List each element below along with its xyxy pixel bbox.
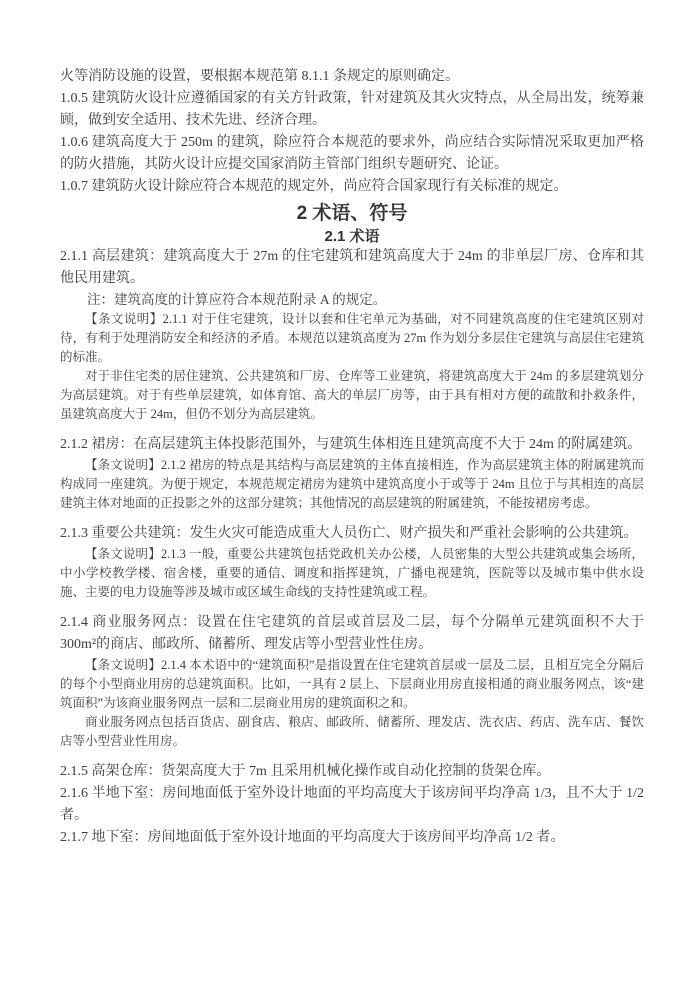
commentary-2-1-3: 【条文说明】2.1.3 一般，重要公共建筑包括党政机关办公楼，人员密集的大型公共建筑或集会场所，中小学校教学楼、宿舍楼，重要的通信、调度和指挥建筑，广播电视建筑，医院等以及城市集中供水设施、主要的电力设施等涉及城市或区域生命线的支持性建筑或工程。 <box>60 547 644 599</box>
commentary-2-1-4-part-2: 商业服务网点包括百货店、副食店、粮店、邮政所、储蓄所、理发店、洗衣店、药店、洗车店、餐饮店等小型营业性用房。 <box>60 715 644 748</box>
paragraph-1-0-5: 1.0.5 建筑防火设计应遵循国家的有关方针政策，针对建筑及其火灾特点，从全局出发，统筹兼顾，做到安全适用、技术先进、经济合理。 <box>60 91 644 128</box>
term-2-1-2-podium: 2.1.2 裙房：在高层建筑主体投影范围外，与建筑生体相连且建筑高度不大于 24m 的附属建筑。 <box>60 437 642 452</box>
term-2-1-3-important-public-building: 2.1.3 重要公共建筑：发生火灾可能造成重大人员伤亡、财产损失和严重社会影响的公共建筑。 <box>60 526 638 541</box>
term-2-1-4-commercial-service-outlet: 2.1.4 商业服务网点：设置在住宅建筑的首层或首层及二层，每个分隔单元建筑面积不大于 300m²的商店、邮政所、储蓄所、理发店等小型营业性住房。 <box>60 615 644 652</box>
subsection-heading-terms: 2.1 术语 <box>324 228 380 245</box>
commentary-2-1-2: 【条文说明】2.1.2 裙房的特点是其结构与高层建筑的主体直接相连，作为高层建筑主体的附属建筑而构成同一座建筑。为便于规定，本规范规定裙房为建筑中建筑高度小于或等于 24m 且位于与其相连的高层建筑主体对地面的正投影之外的这部分建筑；其他情况的高层建筑的附属建筑，不能按裙房考虑。 <box>60 458 644 510</box>
paragraph-1-0-7: 1.0.7 建筑防火设计除应符合本规范的规定外，尚应符合国家现行有关标准的规定。 <box>60 179 568 194</box>
paragraph-1-0-6: 1.0.6 建筑高度大于 250m 的建筑，除应符合本规范的要求外，尚应结合实际情况采取更加严格的防火措施，其防火设计应提交国家消防主管部门组织专题研究、论证。 <box>60 135 644 172</box>
commentary-2-1-1-part-1: 【条文说明】2.1.1 对于住宅建筑，设计以套和住宅单元为基础，对不同建筑高度的住宅建筑区别对待，有利于处理消防安全和经济的矛盾。本规范以建筑高度为 27m 作为划分多层住宅建筑与高层住宅建筑的标准。 <box>60 312 644 364</box>
term-2-1-6-semi-basement: 2.1.6 半地下室：房间地面低于室外设计地面的平均高度大于该房间平均净高 1/3，且不大于 1/2 者。 <box>60 786 644 823</box>
paragraph-continuation: 火等消防设施的设置，要根据本规范第 8.1.1 条规定的原则确定。 <box>60 69 459 84</box>
term-2-1-5-high-rack-warehouse: 2.1.5 高架仓库：货架高度大于 7m 且采用机械化操作或自动化控制的货架仓库。 <box>60 764 551 779</box>
term-2-1-1-highrise-building: 2.1.1 高层建筑：建筑高度大于 27m 的住宅建筑和建筑高度大于 24m 的非单层厂房、仓库和其他民用建筑。 <box>60 249 644 286</box>
term-2-1-7-basement: 2.1.7 地下室：房间地面低于室外设计地面的平均高度大于该房间平均净高 1/2 者。 <box>60 830 565 845</box>
note-building-height: 注：建筑高度的计算应符合本规范附录 A 的规定。 <box>87 292 387 307</box>
commentary-2-1-1-part-2: 对于非住宅类的居住建筑、公共建筑和厂房、仓库等工业建筑，将建筑高度大于 24m 的多层建筑划分为高层建筑。对于有些单层建筑，如体育馆、高大的单层厂房等，由于具有相对方便的疏散和扑救条件，虽建筑高度大于 24m，但仍不划分为高层建筑。 <box>60 369 644 421</box>
section-heading-terms-symbols: 2 术语、符号 <box>296 203 408 224</box>
commentary-2-1-4-part-1: 【条文说明】2.1.4 本术语中的“建筑面积”是指设置在住宅建筑首层或一层及二层，且相互完全分隔后的每个小型商业用房的总建筑面积。比如，一具有 2 层上、下层商业用房直接相通的商业服务网点，该“建筑面积”为该商业服务网点一层和二层商业用房的建筑面积之和。 <box>60 658 644 710</box>
